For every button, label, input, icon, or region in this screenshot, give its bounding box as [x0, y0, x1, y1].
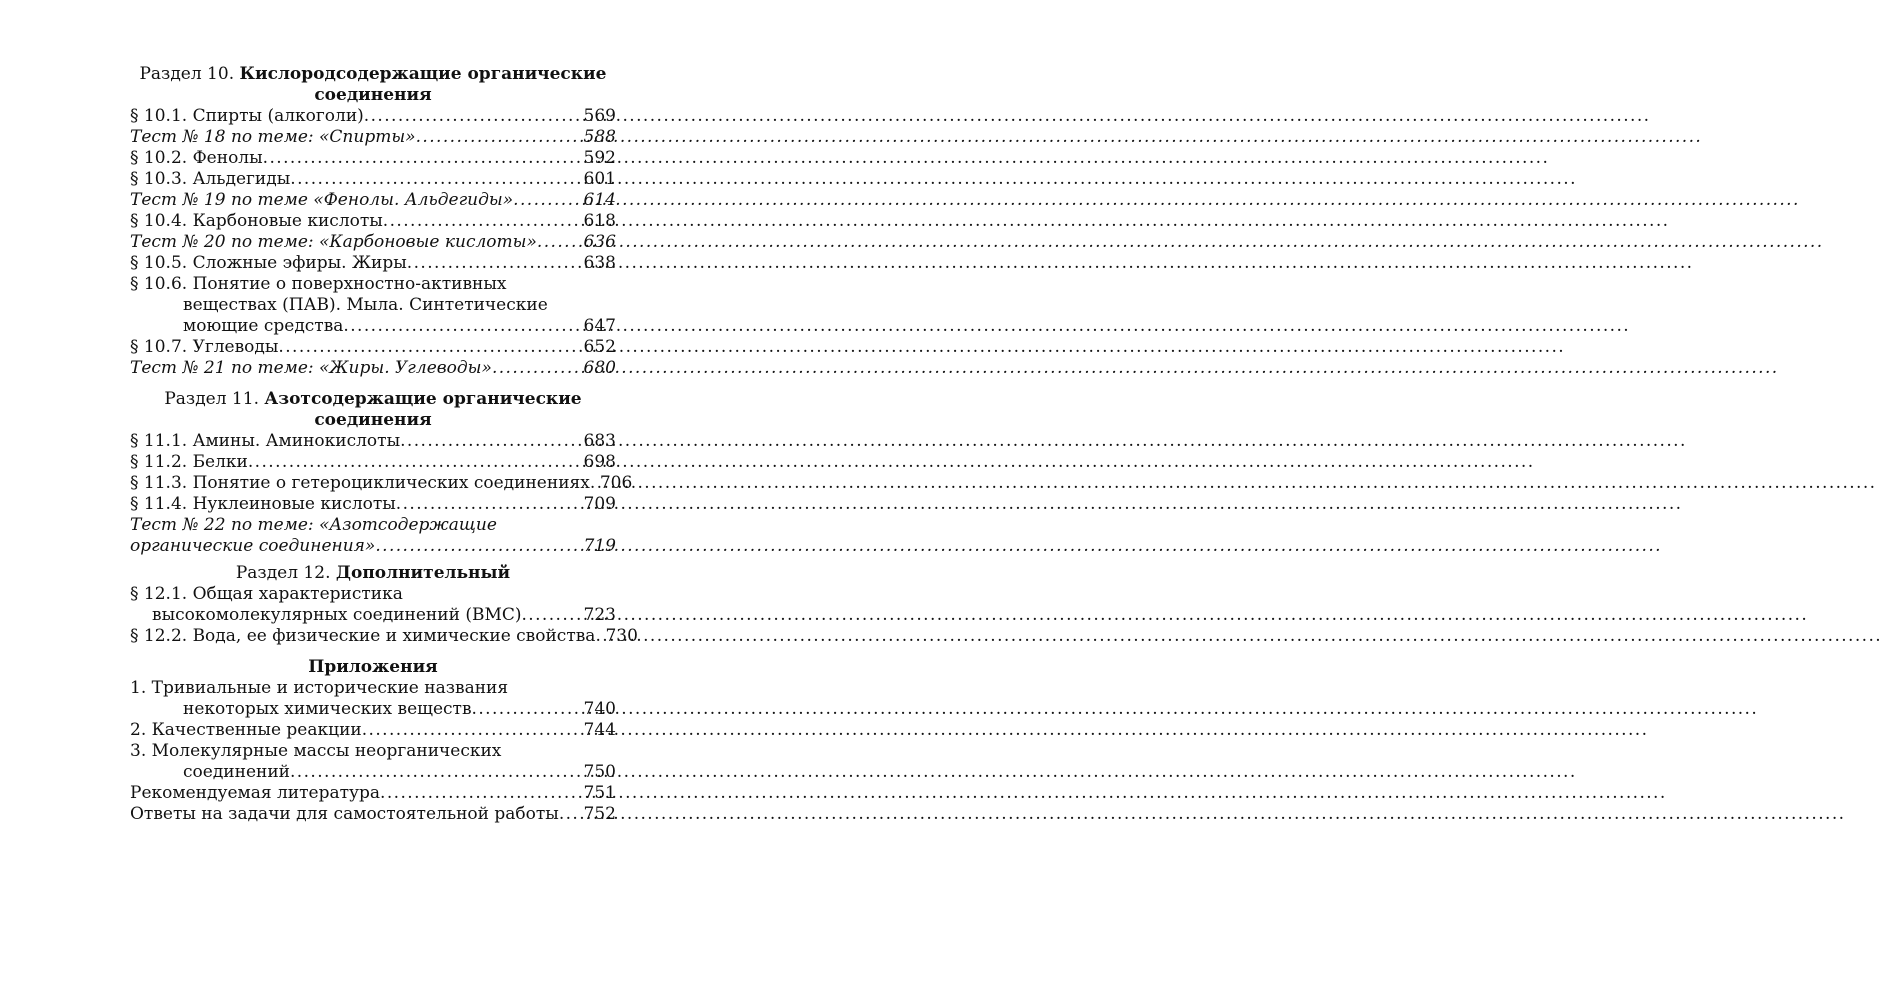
section-12-title: Дополнительный	[335, 563, 511, 583]
toc-entry[interactable]	[130, 148, 616, 169]
leader-dots	[590, 473, 598, 494]
leader-dots	[522, 605, 582, 626]
toc-entry-multiline[interactable]	[130, 678, 616, 720]
toc-entry[interactable]	[130, 232, 616, 253]
toc-entry[interactable]	[130, 127, 616, 148]
toc-entry-text-cont: некоторых химических веществ	[183, 699, 472, 719]
toc-entry-text: Тест № 21 по теме: «Жиры. Углеводы»	[130, 358, 492, 378]
toc-entry-page: 723	[583, 605, 616, 625]
toc-entry[interactable]	[130, 106, 616, 127]
leader-dots	[248, 452, 582, 473]
toc-entry-page: 683	[583, 431, 616, 451]
toc-entry-page: 647	[583, 316, 616, 336]
toc-entry-page: 680	[583, 358, 616, 378]
toc-entry[interactable]	[130, 337, 616, 358]
leader-dots	[375, 536, 581, 557]
leader-dots	[263, 148, 582, 169]
toc-entry-text: § 11.2. Белки	[130, 452, 248, 472]
toc-entry-page: 752	[583, 804, 616, 824]
toc-entry-text: § 10.4. Карбоновые кислоты	[130, 211, 383, 231]
section-11-label: Раздел 11.	[164, 389, 259, 409]
toc-entry[interactable]	[130, 211, 616, 232]
toc-entry-text: § 10.3. Альдегиды	[130, 169, 291, 189]
toc-entry-text: 3. Молекулярные массы неорганических	[130, 741, 502, 761]
toc-entry-page: 751	[583, 783, 616, 803]
toc-entry-multiline[interactable]	[130, 274, 616, 337]
toc-entry[interactable]	[130, 720, 616, 741]
toc-entry-page: 709	[583, 494, 616, 514]
toc-entry-text-cont: веществах (ПАВ). Мыла. Синтетические	[183, 295, 548, 315]
toc-entry-multiline[interactable]	[130, 584, 616, 626]
section-11-title-cont: соединения	[314, 410, 432, 430]
toc-entry[interactable]	[130, 253, 616, 274]
toc-entry-page: 592	[583, 148, 616, 168]
toc-entry-page: 588	[583, 127, 616, 147]
section-10-title-cont: соединения	[314, 85, 432, 105]
toc-entry[interactable]	[130, 190, 616, 211]
leader-dots	[383, 211, 582, 232]
leader-dots	[396, 494, 582, 515]
section-11-heading-line2	[130, 410, 616, 431]
section-10-label: Раздел 10.	[139, 64, 235, 84]
appendix-title: Приложения	[308, 657, 438, 677]
toc-entry[interactable]	[130, 783, 616, 804]
leader-dots	[380, 783, 582, 804]
toc-entry[interactable]	[130, 473, 633, 494]
toc-entry[interactable]	[130, 431, 616, 452]
toc-entry-text: Тест № 22 по теме: «Азотсодержащие	[130, 515, 497, 535]
leader-dots	[290, 169, 581, 190]
toc-entry-text-cont: высокомолекулярных соединений (ВМС)	[152, 605, 522, 625]
toc-entry-text: 1. Тривиальные и исторические названия	[130, 678, 509, 698]
appendix-heading	[130, 657, 616, 678]
toc-entry[interactable]	[130, 494, 616, 515]
toc-entry-text: § 10.1. Спирты (алкоголи)	[130, 106, 364, 126]
section-11-title: Азотсодержащие органические	[264, 389, 582, 409]
toc-entry-page: 601	[583, 169, 616, 189]
section-12-heading	[130, 563, 616, 584]
toc-entry-text: Тест № 18 по теме: «Спирты»	[130, 127, 416, 147]
toc-entry-page: 750	[583, 762, 616, 782]
toc-entry-page: 614	[583, 190, 616, 210]
toc-entry-text: § 11.1. Амины. Аминокислоты	[130, 431, 401, 451]
toc-entry-page: 706	[599, 473, 633, 493]
toc-entry-page: 740	[583, 699, 616, 719]
leader-dots	[278, 337, 581, 358]
toc-entry-page: 730	[605, 626, 638, 646]
toc-entry-text: § 10.7. Углеводы	[130, 337, 279, 357]
leader-dots	[290, 762, 582, 783]
section-11-heading	[130, 389, 616, 410]
toc-entry-page: 719	[583, 536, 616, 556]
leader-dots	[407, 253, 582, 274]
leader-dots	[362, 720, 582, 741]
leader-dots	[595, 626, 603, 647]
toc-entry-multiline[interactable]	[130, 741, 616, 783]
toc-entry-page: 569	[583, 106, 616, 126]
leader-dots	[537, 232, 582, 253]
toc-entry-text: § 12.1. Общая характеристика	[130, 584, 403, 604]
toc-entry-text: Тест № 19 по теме «Фенолы. Альдегиды»	[130, 190, 514, 210]
toc-entry-multiline[interactable]	[130, 515, 616, 557]
section-12-label: Раздел 12.	[235, 563, 331, 583]
toc-entry-text: § 12.2. Вода, ее физические и химические свойства	[130, 626, 596, 646]
table-of-contents	[130, 64, 638, 825]
toc-entry-page: 618	[583, 211, 616, 231]
toc-entry[interactable]	[130, 452, 616, 473]
toc-entry-page: 698	[583, 452, 616, 472]
leader-dots	[416, 127, 582, 148]
toc-entry-text-cont: органические соединения»	[130, 536, 376, 556]
toc-entry-text: 2. Качественные реакции	[130, 720, 362, 740]
toc-entry-text: Тест № 20 по теме: «Карбоновые кислоты»	[130, 232, 537, 252]
leader-dots	[492, 358, 582, 379]
leader-dots	[559, 804, 582, 825]
toc-entry-page: 638	[583, 253, 616, 273]
toc-entry-text: § 10.6. Понятие о поверхностно-активных	[130, 274, 507, 294]
toc-entry-page: 636	[583, 232, 616, 252]
toc-entry-page: 744	[583, 720, 616, 740]
toc-entry[interactable]	[130, 169, 616, 190]
leader-dots	[343, 316, 581, 337]
toc-entry-text: § 11.3. Понятие о гетероциклических соединениях	[130, 473, 590, 493]
leader-dots	[400, 431, 581, 452]
section-10-heading-line2	[130, 85, 616, 106]
toc-entry-text-cont: моющие средства	[183, 316, 344, 336]
toc-entry-text: Ответы на задачи для самостоятельной работы	[130, 804, 559, 824]
toc-entry[interactable]	[130, 358, 616, 379]
toc-entry-text: § 11.4. Нуклеиновые кислоты	[130, 494, 396, 514]
leader-dots	[364, 106, 582, 127]
section-10-heading	[130, 64, 616, 85]
toc-entry[interactable]	[130, 804, 616, 825]
toc-entry-text: § 10.2. Фенолы	[130, 148, 263, 168]
toc-entry-text: § 10.5. Сложные эфиры. Жиры	[130, 253, 407, 273]
leader-dots	[513, 190, 581, 211]
leader-dots	[472, 699, 582, 720]
toc-entry[interactable]	[130, 626, 638, 647]
toc-entry-page: 652	[583, 337, 616, 357]
section-10-title: Кислородсодержащие органические	[239, 64, 607, 84]
toc-entry-text-cont: соединений	[183, 762, 290, 782]
toc-entry-text: Рекомендуемая литература	[130, 783, 381, 803]
